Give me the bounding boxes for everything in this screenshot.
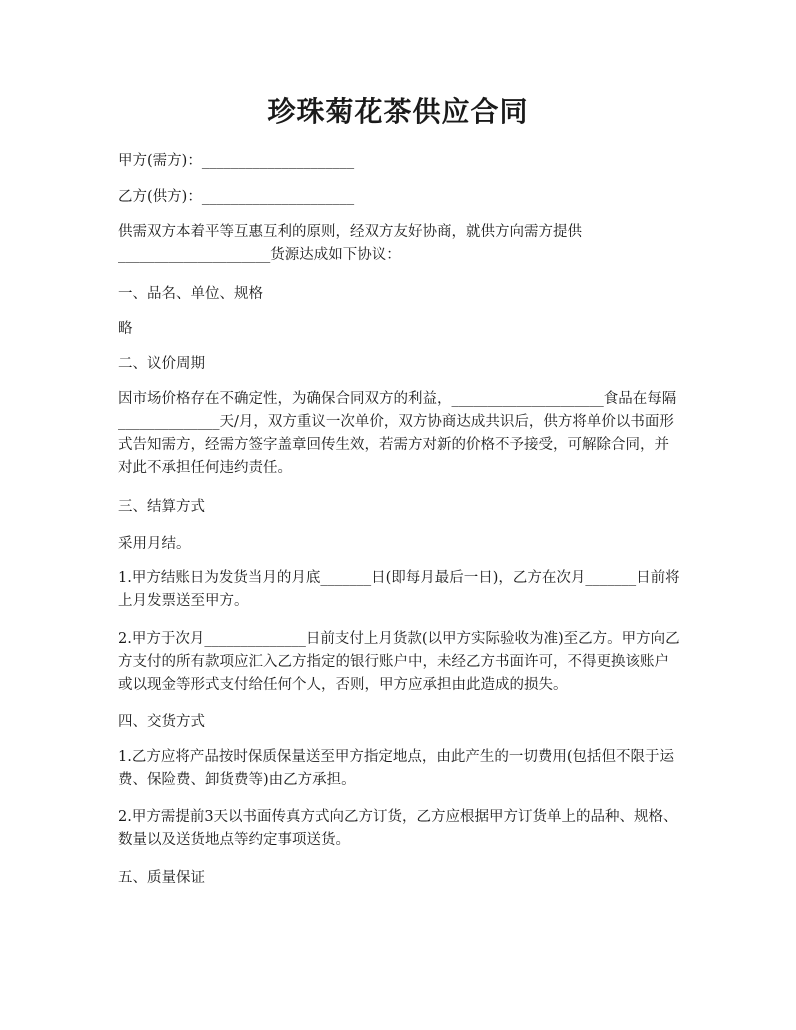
section-4-item-2: 2.甲方需提前3天以书面传真方式向乙方订货，乙方应根据甲方订货单上的品种、规格、数量以及送货地点等约定事项送货。 [118, 809, 678, 848]
section-3-heading: 三、结算方式 [118, 499, 205, 515]
party-a-line: 甲方(需方)：_____________________ [118, 153, 355, 169]
preamble-paragraph: 供需双方本着平等互惠互利的原则，经双方友好协商，就供方向需方提供 _____________________货源达成如下协议： [118, 224, 582, 263]
document-title: 珍珠菊花茶供应合同 [267, 95, 529, 128]
section-1-body: 略 [118, 321, 133, 337]
section-2-heading: 二、议价周期 [118, 356, 205, 372]
section-3-body: 采用月结。 [118, 536, 191, 552]
section-3-item-2: 2.甲方于次月______________日前支付上月货款(以甲方实际验收为准)至乙方。甲方向乙方支付的所有款项应汇入乙方指定的银行账户中，未经乙方书面许可，不得更换该账户或以现金等形式支付给任何个人，否则，甲方应承担由此造成的损失。 [118, 631, 680, 693]
section-4-heading: 四、交货方式 [118, 714, 205, 730]
section-5-heading: 五、质量保证 [118, 870, 205, 886]
section-3-item-1: 1.甲方结账日为发货当月的月底_______日(即每月最后一日)，乙方在次月_______日前将上月发票送至甲方。 [118, 570, 680, 609]
section-2-body: 因市场价格存在不确定性，为确保合同双方的利益，_____________________食品在每隔______________天/月，双方重议一次单价，双方协商达成共识后，供方将单价以书面形式告知需方，经需方签字盖章回传生效，若需方对新的价格不予接受，可解除合同，并对此不承担任何违约责任。 [118, 391, 677, 476]
party-b-line: 乙方(供方)：_____________________ [118, 189, 355, 205]
section-4-item-1: 1.乙方应将产品按时保质保量送至甲方指定地点，由此产生的一切费用(包括但不限于运费、保险费、卸货费等)由乙方承担。 [118, 749, 674, 788]
section-1-heading: 一、品名、单位、规格 [118, 286, 263, 302]
